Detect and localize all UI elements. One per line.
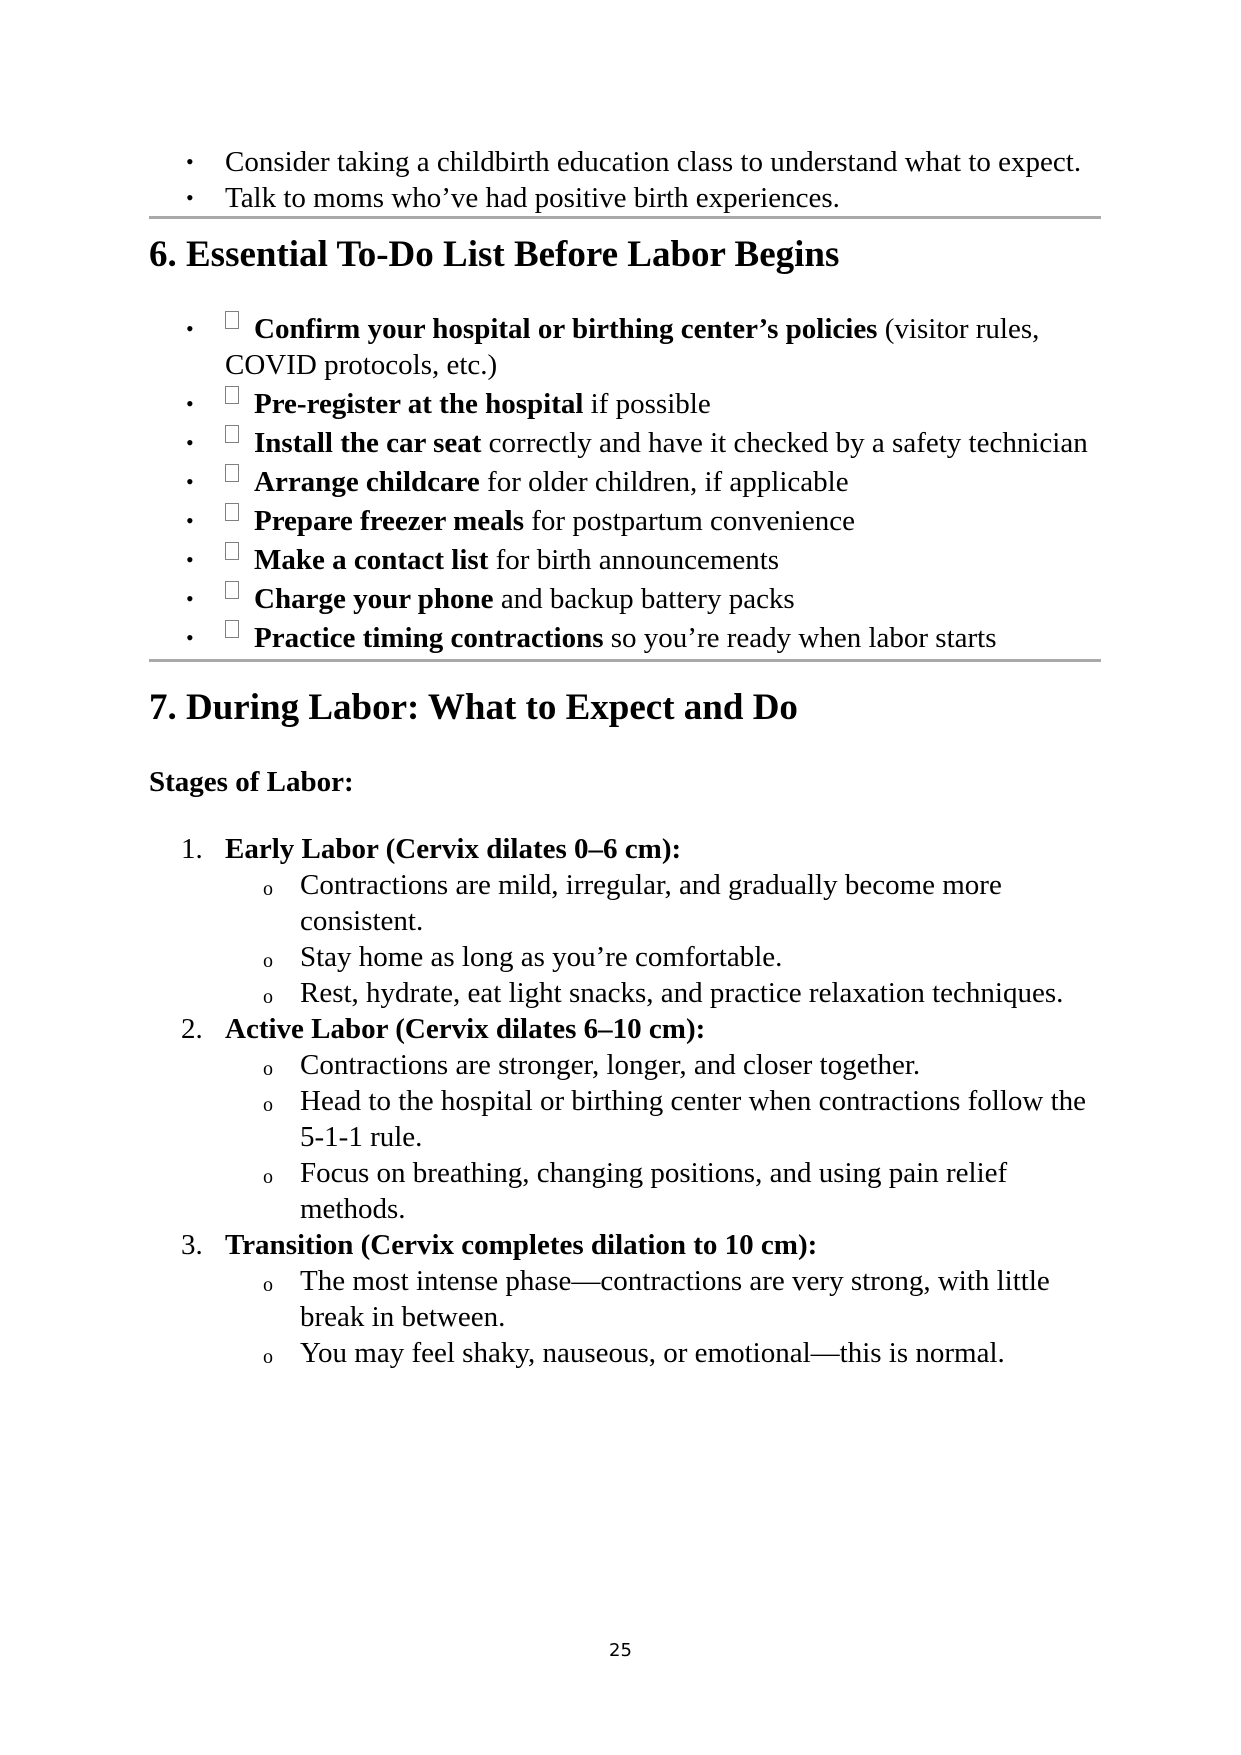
- stage-point: [225, 1335, 1101, 1371]
- todo-item: [149, 503, 1101, 539]
- stage-point-text: The most intense phase—contractions are very strong, with little break in between.: [300, 1265, 1050, 1333]
- stage-point: [225, 1083, 1101, 1155]
- section-6-heading: 6. Essential To-Do List Before Labor Begins: [149, 234, 840, 275]
- bullet-icon: •: [186, 586, 194, 611]
- stage-number: 3.: [181, 1229, 203, 1261]
- stage-points: [225, 1263, 1101, 1371]
- stage-point: [225, 1155, 1101, 1227]
- bullet-icon: •: [186, 149, 194, 174]
- list-item: [149, 144, 1101, 180]
- bullet-icon: •: [186, 430, 194, 455]
- circle-bullet-icon: o: [263, 950, 273, 972]
- todo-item-rest: correctly and have it checked by a safety technician: [481, 427, 1088, 459]
- stage-item: [149, 831, 1101, 1011]
- stage-point-text: Contractions are stronger, longer, and closer together.: [300, 1049, 921, 1081]
- todo-item: [149, 386, 1101, 422]
- stage-point-text: Stay home as long as you’re comfortable.: [300, 941, 783, 973]
- todo-item: [149, 311, 1101, 383]
- todo-item-bold: Confirm your hospital or birthing center’s policies: [254, 313, 878, 345]
- todo-item-bold: Prepare freezer meals: [254, 505, 524, 537]
- circle-bullet-icon: o: [263, 1274, 273, 1296]
- stages-label: Stages of Labor:: [149, 766, 354, 798]
- circle-bullet-icon: o: [263, 1058, 273, 1080]
- checkbox-icon: [225, 311, 239, 329]
- checkbox-icon: [225, 503, 239, 521]
- todo-item-rest: if possible: [583, 388, 711, 420]
- checkbox-icon: [225, 386, 239, 404]
- stage-points: [225, 867, 1101, 1011]
- stage-item: [149, 1227, 1101, 1371]
- checkbox-icon: [225, 542, 239, 560]
- todo-item: [149, 542, 1101, 578]
- todo-item-rest: so you’re ready when labor starts: [603, 622, 997, 654]
- stage-point: [225, 867, 1101, 939]
- circle-bullet-icon: o: [263, 1094, 273, 1116]
- checkbox-icon: [225, 620, 239, 638]
- circle-bullet-icon: o: [263, 878, 273, 900]
- todo-item-rest: for postpartum convenience: [524, 505, 855, 537]
- stage-title: Active Labor (Cervix dilates 6–10 cm):: [225, 1013, 706, 1045]
- stages-list: [149, 831, 1101, 1371]
- horizontal-divider: [149, 216, 1101, 219]
- todo-item: [149, 581, 1101, 617]
- stage-point: [225, 939, 1101, 975]
- stage-title: Transition (Cervix completes dilation to 10 cm):: [225, 1229, 818, 1261]
- todo-item-rest: for older children, if applicable: [479, 466, 849, 498]
- bullet-icon: •: [186, 547, 194, 572]
- todo-item-bold: Pre-register at the hospital: [254, 388, 584, 420]
- todo-item-bold: Practice timing contractions: [254, 622, 604, 654]
- bullet-text: Talk to moms who’ve had positive birth experiences.: [225, 182, 840, 214]
- page-number: 25: [609, 1640, 632, 1661]
- stage-point-text: Rest, hydrate, eat light snacks, and practice relaxation techniques.: [300, 977, 1064, 1009]
- stage-point: [225, 1263, 1101, 1335]
- todo-item-rest: and backup battery packs: [493, 583, 795, 615]
- todo-item-rest: (visitor rules, COVID protocols, etc.): [225, 313, 1040, 381]
- checkbox-icon: [225, 425, 239, 443]
- horizontal-divider: [149, 659, 1101, 662]
- bullet-icon: •: [186, 391, 194, 416]
- circle-bullet-icon: o: [263, 1166, 273, 1188]
- checkbox-icon: [225, 464, 239, 482]
- circle-bullet-icon: o: [263, 1346, 273, 1368]
- page-content: [149, 144, 1101, 1371]
- section-7-heading: 7. During Labor: What to Expect and Do: [149, 687, 798, 728]
- stage-item: [149, 1011, 1101, 1227]
- todo-item-bold: Charge your phone: [254, 583, 494, 615]
- todo-item-rest: for birth announcements: [488, 544, 780, 576]
- stage-number: 2.: [181, 1013, 203, 1045]
- circle-bullet-icon: o: [263, 986, 273, 1008]
- stage-point-text: Focus on breathing, changing positions, and using pain relief methods.: [300, 1157, 1008, 1225]
- bullet-icon: •: [186, 316, 194, 341]
- stage-point-text: You may feel shaky, nauseous, or emotional—this is normal.: [300, 1337, 1005, 1369]
- todo-item-bold: Install the car seat: [254, 427, 482, 459]
- stage-point-text: Head to the hospital or birthing center when contractions follow the 5-1-1 rule.: [300, 1085, 1087, 1153]
- bullet-icon: •: [186, 185, 194, 210]
- checkbox-icon: [225, 581, 239, 599]
- bullet-icon: •: [186, 469, 194, 494]
- todo-item: [149, 425, 1101, 461]
- todo-item-bold: Make a contact list: [254, 544, 489, 576]
- bullet-text: Consider taking a childbirth education class to understand what to expect.: [225, 146, 1082, 178]
- stage-point: [225, 1047, 1101, 1083]
- stage-point: [225, 975, 1101, 1011]
- todo-checklist: [149, 311, 1101, 656]
- todo-item-bold: Arrange childcare: [254, 466, 480, 498]
- stage-point-text: Contractions are mild, irregular, and gradually become more consistent.: [300, 869, 1002, 937]
- stage-points: [225, 1047, 1101, 1227]
- bullet-icon: •: [186, 625, 194, 650]
- list-item: [149, 180, 1101, 216]
- stage-number: 1.: [181, 833, 203, 865]
- stage-title: Early Labor (Cervix dilates 0–6 cm):: [225, 833, 682, 865]
- bullet-icon: •: [186, 508, 194, 533]
- todo-item: [149, 620, 1101, 656]
- intro-bullet-list: [149, 144, 1101, 216]
- todo-item: [149, 464, 1101, 500]
